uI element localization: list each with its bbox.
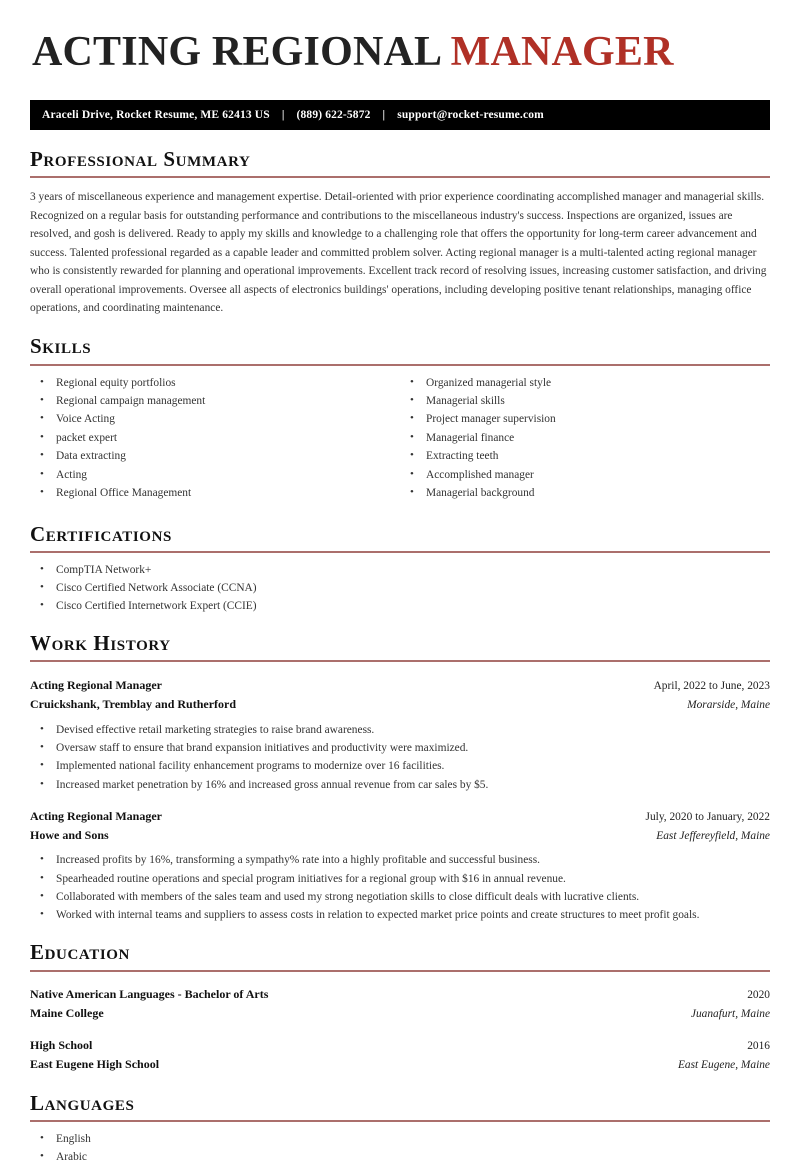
- work-entry-subheader: [30, 695, 770, 714]
- skills-column-left: [30, 370, 400, 505]
- list-item: • Arabic: [30, 1150, 770, 1165]
- section-heading-work-history: Work History: [30, 631, 171, 656]
- list-item: • Regional Office Management: [30, 486, 400, 501]
- name-last-part: MANAGER: [450, 29, 674, 75]
- list-item: • Managerial skills: [400, 394, 770, 409]
- section-professional-summary: [30, 148, 770, 317]
- section-divider: [30, 364, 770, 366]
- list-item: • Oversaw staff to ensure that brand expansion initiatives and productivity were maximized.: [30, 741, 770, 756]
- section-divider: [30, 551, 770, 553]
- job-location: Morarside, Maine: [687, 699, 770, 712]
- education-entry-header: [30, 985, 770, 1004]
- list-item: • Devised effective retail marketing strategies to raise brand awareness.: [30, 723, 770, 738]
- skills-column-right: [400, 370, 770, 505]
- list-item: • Collaborated with members of the sales team and used my strong negotiation skills to close difficult deals with lucrative clients.: [30, 890, 770, 905]
- list-item: • English: [30, 1132, 770, 1147]
- section-skills: [30, 335, 770, 504]
- section-divider: [30, 176, 770, 178]
- summary-text: 3 years of miscellaneous experience and management expertise. Detail-oriented with prior experience coordinating accomplished manager and managerial skills. Recognized on a regular basis for outstanding performance and contributions to the miscellaneous industry's success. Inspections are organized, issues are resolved, and gosh is delivered. Ready to apply my skills and knowledge to a challenging role that offers the opportunity for long-term career advancement and success. Talented professional regarded as a capable leader and committed problem solver. Acting regional manager is a multi-talented acting regional manager who is consistently rewarded for planning and operational improvements. Excellent track record of resolving issues, increasing customer satisfaction, and driving overall operational improvements. Oversee all aspects of electronics buildings' operations, including developing positive tenant relationships, managing office operations, and coordinating maintenance.: [30, 191, 767, 314]
- contact-email[interactable]: support@rocket-resume.com: [397, 109, 544, 122]
- education-entry: [30, 985, 770, 1023]
- list-item: • Managerial finance: [400, 431, 770, 446]
- company-name: Cruickshank, Tremblay and Rutherford: [30, 697, 237, 712]
- job-responsibilities: [30, 723, 770, 793]
- contact-separator-2: |: [382, 109, 386, 122]
- list-item: • packet expert: [30, 431, 400, 446]
- section-divider: [30, 660, 770, 662]
- page-title: [32, 30, 770, 74]
- job-responsibilities: [30, 853, 770, 923]
- contact-phone: (889) 622-5872: [296, 109, 371, 122]
- work-entry-header: [30, 807, 770, 826]
- job-title: Acting Regional Manager: [30, 678, 162, 693]
- education-entry: [30, 1036, 770, 1074]
- list-item: • Increased market penetration by 16% and increased gross annual revenue from car sales by $5.: [30, 778, 770, 793]
- list-item: • Implemented national facility enhancement programs to modernize over 16 facilities.: [30, 759, 770, 774]
- work-entry: [30, 676, 770, 793]
- skills-columns: [30, 370, 770, 505]
- list-item: • Cisco Certified Network Associate (CCNA): [30, 581, 770, 596]
- section-heading-certifications: Certifications: [30, 521, 172, 546]
- education-entry-subheader: [30, 1055, 770, 1074]
- list-item: • Accomplished manager: [400, 468, 770, 483]
- education-entry-subheader: [30, 1004, 770, 1023]
- list-item: • Project manager supervision: [400, 412, 770, 427]
- company-name: Howe and Sons: [30, 828, 109, 843]
- job-dates: April, 2022 to June, 2023: [653, 680, 770, 693]
- list-item: • Extracting teeth: [400, 449, 770, 464]
- section-certifications: [30, 523, 770, 615]
- work-entry-header: [30, 676, 770, 695]
- school-location: East Eugene, Maine: [677, 1058, 770, 1071]
- list-item: • Data extracting: [30, 449, 400, 464]
- list-item: • CompTIA Network+: [30, 563, 770, 578]
- list-item: • Worked with internal teams and suppliers to assess costs in relation to expected market price points and create structures to meet profit goals.: [30, 908, 770, 923]
- job-dates: July, 2020 to January, 2022: [645, 810, 770, 823]
- school-name: Maine College: [30, 1005, 104, 1020]
- list-item: • Managerial background: [400, 486, 770, 501]
- education-entry-header: [30, 1036, 770, 1055]
- certifications-list: [30, 563, 770, 615]
- section-heading-summary: Professional Summary: [30, 147, 251, 172]
- list-item: • Increased profits by 16%, transforming a sympathy% rate into a highly profitable and successful business.: [30, 853, 770, 868]
- contact-details: [42, 109, 544, 121]
- skills-list-left: [30, 376, 400, 502]
- section-divider: [30, 970, 770, 972]
- skills-list-right: [400, 376, 770, 502]
- job-location: East Jeffereyfield, Maine: [656, 830, 770, 843]
- degree-title: Native American Languages - Bachelor of Arts: [30, 986, 269, 1001]
- section-heading-education: Education: [30, 940, 130, 965]
- section-divider: [30, 1120, 770, 1122]
- languages-list: [30, 1132, 770, 1165]
- work-entry: [30, 807, 770, 924]
- list-item: • Cisco Certified Internetwork Expert (CCIE): [30, 599, 770, 614]
- contact-bar: [30, 100, 770, 130]
- contact-separator-1: |: [281, 109, 285, 122]
- section-education: [30, 941, 770, 1074]
- education-date: 2016: [747, 1039, 770, 1052]
- degree-title: High School: [30, 1037, 93, 1052]
- education-date: 2020: [747, 988, 770, 1001]
- list-item: • Regional campaign management: [30, 394, 400, 409]
- name-first-part: ACTING REGIONAL: [32, 29, 440, 75]
- list-item: • Spearheaded routine operations and special program initiatives for a regional group with $16 in annual revenue.: [30, 872, 770, 887]
- section-heading-languages: Languages: [30, 1091, 135, 1116]
- list-item: • Acting: [30, 468, 400, 483]
- list-item: • Organized managerial style: [400, 376, 770, 391]
- section-heading-skills: Skills: [30, 334, 92, 359]
- school-name: East Eugene High School: [30, 1056, 160, 1071]
- work-entry-subheader: [30, 826, 770, 845]
- section-work-history: [30, 632, 770, 923]
- section-languages: [30, 1092, 770, 1165]
- contact-address: Araceli Drive, Rocket Resume, ME 62413 US: [42, 109, 270, 122]
- list-item: • Voice Acting: [30, 412, 400, 427]
- job-title: Acting Regional Manager: [30, 808, 162, 823]
- list-item: • Regional equity portfolios: [30, 376, 400, 391]
- school-location: Juanafurt, Maine: [690, 1007, 770, 1020]
